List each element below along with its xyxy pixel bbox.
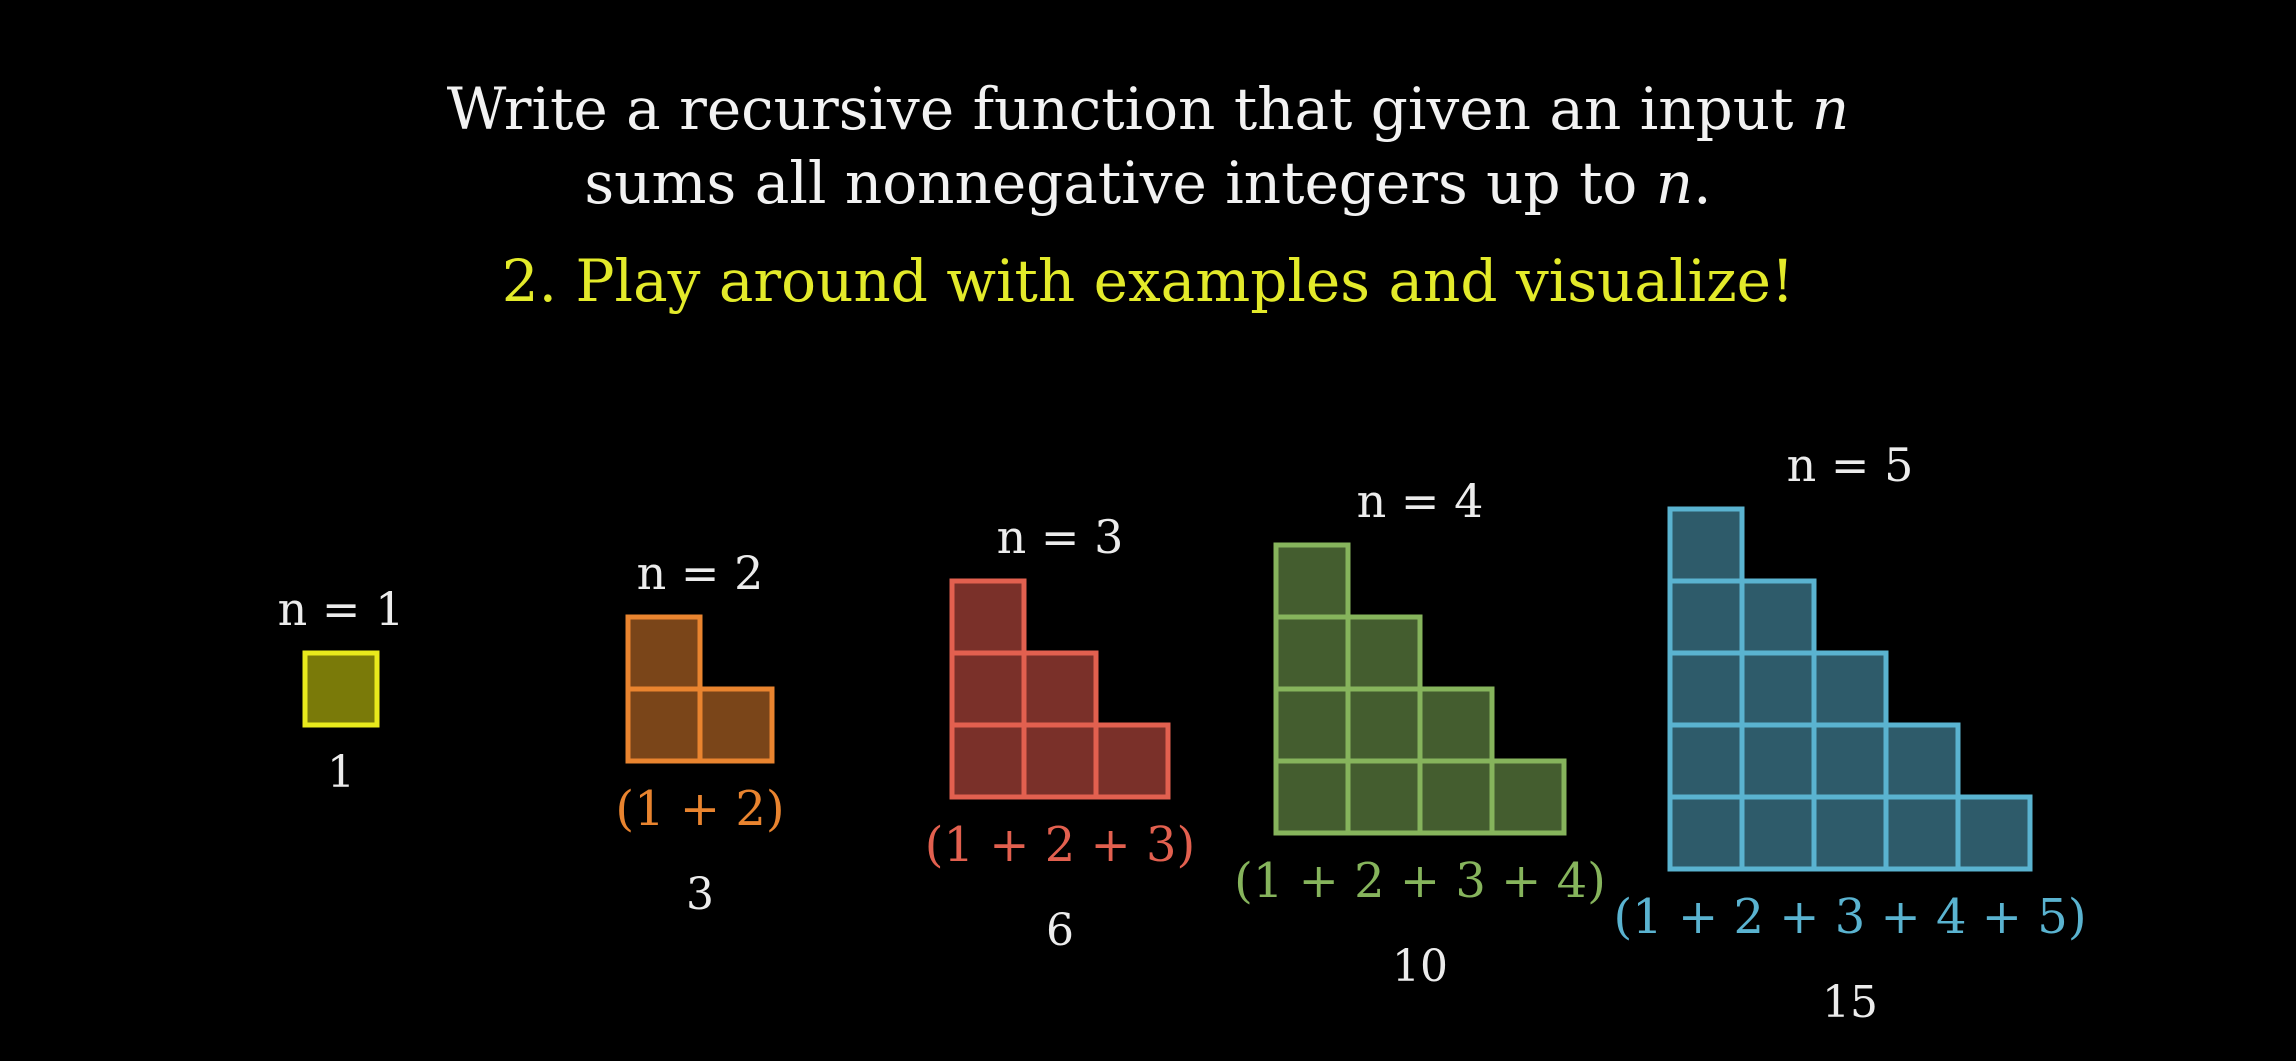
block-square bbox=[1276, 689, 1348, 761]
block-square bbox=[952, 581, 1024, 653]
block-square bbox=[1024, 653, 1096, 725]
block-square bbox=[1814, 725, 1886, 797]
statement-text: sums all nonnegative integers up to bbox=[584, 149, 1656, 217]
block-square bbox=[1670, 797, 1742, 869]
block-square bbox=[1420, 689, 1492, 761]
n-label: n = 3 bbox=[996, 510, 1124, 564]
block-square bbox=[700, 689, 772, 761]
sum-expression: (1 + 2 + 3 + 4) bbox=[1234, 853, 1606, 909]
block-square bbox=[1492, 761, 1564, 833]
block-square bbox=[628, 617, 700, 689]
block-square bbox=[952, 653, 1024, 725]
block-square bbox=[1670, 581, 1742, 653]
statement-text: Write a recursive function that given an input bbox=[446, 75, 1812, 143]
block-square bbox=[1348, 761, 1420, 833]
example-n-4 bbox=[1234, 474, 1606, 992]
variable-n: n bbox=[1811, 75, 1850, 143]
block-square bbox=[1348, 689, 1420, 761]
block-square bbox=[952, 725, 1024, 797]
block-square bbox=[1742, 581, 1814, 653]
sum-expression: (1 + 2) bbox=[615, 781, 785, 837]
example-n-1 bbox=[278, 582, 405, 798]
n-label: n = 4 bbox=[1356, 474, 1484, 528]
example-n-3 bbox=[925, 510, 1196, 956]
block-square bbox=[1958, 797, 2030, 869]
statement-period: . bbox=[1693, 149, 1712, 217]
block-square bbox=[1348, 617, 1420, 689]
block-square bbox=[1276, 545, 1348, 617]
block-square bbox=[1814, 653, 1886, 725]
block-square bbox=[1096, 725, 1168, 797]
variable-n: n bbox=[1655, 149, 1694, 217]
block-square bbox=[1276, 761, 1348, 833]
sum-total: 10 bbox=[1392, 941, 1448, 992]
sum-expression: (1 + 2 + 3 + 4 + 5) bbox=[1613, 889, 2087, 945]
block-square bbox=[1886, 725, 1958, 797]
block-square bbox=[1886, 797, 1958, 869]
block-square bbox=[1742, 725, 1814, 797]
sum-total: 3 bbox=[686, 869, 714, 920]
block-square bbox=[1742, 653, 1814, 725]
n-label: n = 1 bbox=[277, 582, 405, 636]
block-square bbox=[1420, 761, 1492, 833]
sum-expression: (1 + 2 + 3) bbox=[924, 817, 1196, 873]
block-square bbox=[1742, 797, 1814, 869]
sum-total: 15 bbox=[1822, 977, 1878, 1028]
sum-total: 1 bbox=[327, 747, 355, 798]
step-heading: 2. Play around with examples and visualize! bbox=[501, 247, 1795, 315]
block-square bbox=[1670, 509, 1742, 581]
block-square bbox=[1276, 617, 1348, 689]
example-n-5 bbox=[1613, 438, 2086, 1028]
sum-total: 6 bbox=[1046, 905, 1074, 956]
block-square bbox=[1814, 797, 1886, 869]
block-square bbox=[1670, 653, 1742, 725]
block-square bbox=[628, 689, 700, 761]
example-n-2 bbox=[615, 546, 784, 920]
block-square bbox=[1024, 725, 1096, 797]
n-label: n = 5 bbox=[1786, 438, 1914, 492]
block-square bbox=[305, 653, 377, 725]
n-label: n = 2 bbox=[636, 546, 764, 600]
block-square bbox=[1670, 725, 1742, 797]
